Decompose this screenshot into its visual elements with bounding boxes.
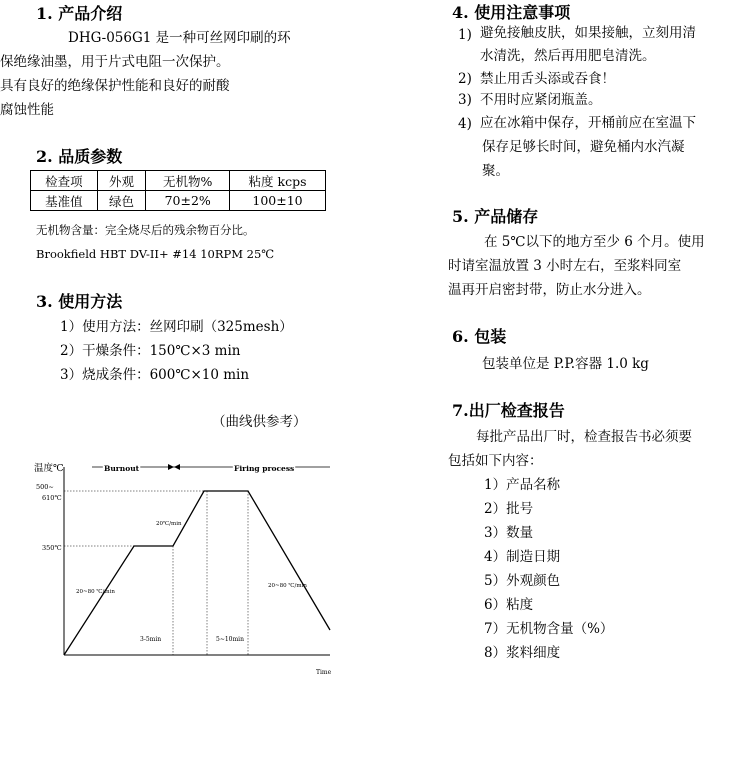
intro-line: 保绝缘油墨，用于片式电阻一次保护。: [0, 54, 230, 70]
table-cell: 检查项: [31, 171, 98, 191]
storage-line: 在 5℃以下的地方至少 6 个月。使用: [484, 234, 705, 250]
y-tick-label: 350℃: [42, 544, 62, 552]
curve-reference-note: （曲线供参考）: [212, 414, 307, 430]
quality-table: [30, 170, 326, 211]
list-item: 3）数量: [484, 525, 534, 541]
y-tick-label: 610℃: [42, 494, 62, 502]
table-cell: 70±2%: [146, 191, 230, 211]
usage-item: 3）烧成条件：600℃×10 min: [60, 367, 250, 383]
duration-label: 3-5min: [140, 636, 162, 643]
table-cell: 粘度 kcps: [230, 171, 326, 191]
section-3-heading: 3. 使用方法: [36, 292, 123, 311]
storage-line: 时请室温放置 3 小时左右，至浆料同室: [448, 258, 682, 274]
section-1-heading: 1. 产品介绍: [36, 4, 123, 23]
section-7-heading: 7.出厂检查报告: [452, 401, 565, 420]
section-2-heading: 2. 品质参数: [36, 147, 123, 166]
intro-line: DHG-056G1 是一种可丝网印刷的环: [68, 30, 291, 46]
duration-label: 5~10min: [216, 636, 244, 643]
phase-divider-arrows: [168, 464, 180, 470]
table-cell: 绿色: [97, 191, 146, 211]
list-item: 5）外观颜色: [484, 573, 561, 589]
caution-item: [480, 111, 738, 183]
caution-number: 4): [458, 116, 472, 132]
caution-number: 1): [458, 27, 472, 43]
list-item: 6）粘度: [484, 597, 534, 613]
usage-item: 2）干燥条件：150℃×3 min: [60, 343, 241, 359]
report-items-list: [484, 473, 613, 665]
caution-line: 聚。: [482, 163, 509, 179]
caution-line: 避免接触皮肤，如果接触，立刻用清: [480, 25, 696, 41]
usage-item: 1）使用方法：丝网印刷（325mesh）: [60, 319, 293, 335]
caution-item: [480, 22, 696, 68]
x-axis-label: Time: [316, 669, 332, 676]
ramp-rate-label: 20℃/min: [156, 521, 182, 527]
report-line: 每批产品出厂时，检查报告书必须要: [476, 429, 692, 445]
list-item: 7）无机物含量（%）: [484, 621, 614, 637]
section-6-heading: 6. 包装: [452, 327, 507, 346]
viscosity-method-note: Brookfield HBT DV-II+ #14 10RPM 25℃: [36, 247, 275, 261]
list-item: 4）制造日期: [484, 549, 561, 565]
inorganic-note: 无机物含量：完全烧尽后的残余物百分比。: [36, 223, 255, 237]
storage-text: [448, 230, 740, 302]
section-5-heading: 5. 产品储存: [452, 207, 539, 226]
y-axis-label: 温度℃: [34, 463, 64, 474]
report-intro: [448, 425, 740, 473]
list-item: 8）浆料细度: [484, 645, 561, 661]
caution-number: 3): [458, 92, 472, 108]
list-item: 1）产品名称: [484, 477, 561, 493]
table-cell: 100±10: [230, 191, 326, 211]
caution-line: 保存足够长时间，避免桶内水汽凝: [482, 139, 685, 155]
table-cell: 基准值: [31, 191, 98, 211]
caution-line: 水清洗，然后再用肥皂清洗。: [480, 48, 656, 64]
caution-line: 应在冰箱中保存，开桶前应在室温下: [480, 115, 696, 131]
storage-line: 温再开启密封带，防止水分进入。: [448, 282, 651, 298]
table-cell: 无机物%: [146, 171, 230, 191]
y-tick-label: 500~: [36, 483, 54, 491]
caution-item: 禁止用舌头添或吞食！: [480, 71, 615, 87]
caution-item: 不用时应紧闭瓶盖。: [480, 92, 602, 108]
cooling-rate-label: 20~80 ℃/min: [268, 583, 307, 589]
section-4-heading: 4. 使用注意事项: [452, 3, 571, 22]
table-header-row: [31, 171, 326, 191]
intro-line: 腐蚀性能: [0, 102, 54, 118]
firing-profile-line: [64, 491, 330, 655]
intro-line: 具有良好的绝缘保护性能和良好的耐酸: [0, 78, 230, 94]
caution-number: 2): [458, 71, 472, 87]
report-line: 包括如下内容：: [448, 453, 543, 469]
ramp-rate-label: 20~80 ℃/min: [76, 589, 115, 595]
packaging-line: 包装单位是 P.P.容器 1.0 kg: [482, 356, 649, 372]
table-row: [31, 191, 326, 211]
usage-list: [60, 315, 293, 387]
phase-label-burnout: Burnout: [104, 464, 140, 473]
section-1-body: [0, 26, 372, 122]
phase-label-firing: Firing process: [234, 464, 295, 473]
firing-curve-chart: [34, 455, 334, 680]
list-item: 2）批号: [484, 501, 534, 517]
table-cell: 外观: [97, 171, 146, 191]
